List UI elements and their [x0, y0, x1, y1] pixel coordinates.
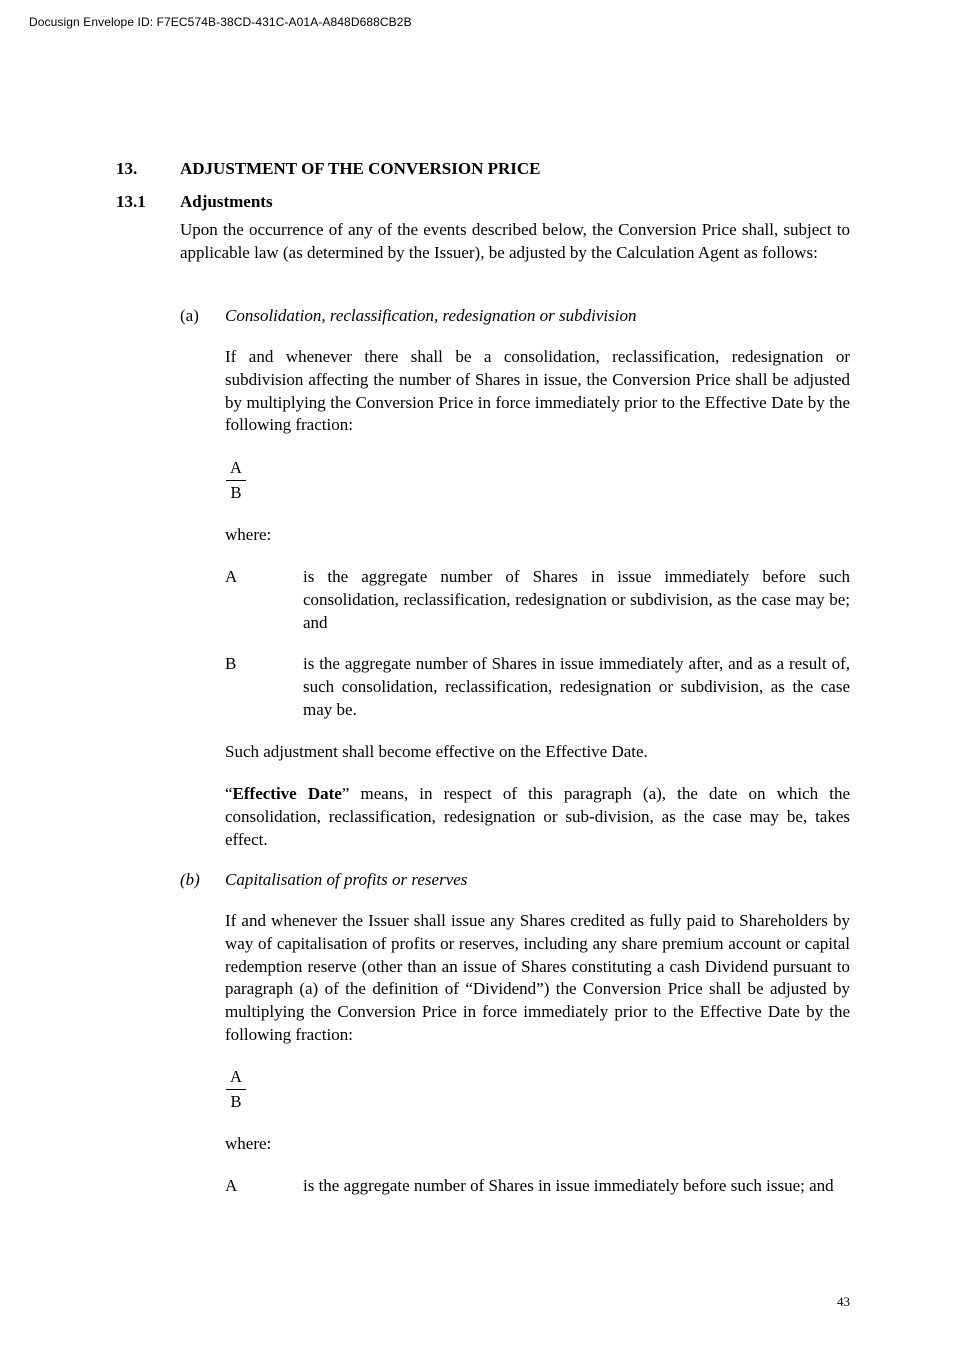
definition-term: A [225, 1176, 238, 1195]
para-b-body: If and whenever the Issuer shall issue any Shares credited as fully paid to Shareholders by way of capitalisation of profits or reserves, including any share premium account or capital redemption reserve (other than an issue of Shares constituting a cash Dividend pursuant to paragraph (a) of the definition of “Dividend”) the Conversion Price shall be adjusted by multiplying the Conversion Price in force immediately prior to the Effective Date by the following fraction: [225, 911, 850, 1044]
para-b-heading: Capitalisation of profits or reserves [225, 870, 468, 889]
definition-text: is the aggregate number of Shares in issue immediately after, and as a result of, such consolidation, reclassification, redesignation or subdivision, as the case may be. [303, 654, 850, 719]
para-a-body: If and whenever there shall be a consolidation, reclassification, redesignation or subdivision affecting the number of Shares in issue, the Conversion Price shall be adjusted by multiplying the Conversion Price in force immediately prior to the Effective Date by the following fraction: [225, 347, 850, 435]
definition-term: B [225, 654, 237, 673]
para-a-effective-sentence: Such adjustment shall become effective on the Effective Date. [225, 742, 648, 761]
effective-date-term: Effective Date [232, 784, 342, 803]
para-b-label: (b) [180, 870, 200, 889]
section-number: 13. [116, 159, 138, 178]
para-a-heading: Consolidation, reclassification, redesignation or subdivision [225, 306, 637, 325]
open-quote: “ [225, 784, 233, 803]
section-title: ADJUSTMENT OF THE CONVERSION PRICE [180, 159, 541, 178]
para-b-where: where: [225, 1134, 272, 1153]
para-a-label: (a) [180, 306, 199, 325]
page-number: 43 [837, 1294, 850, 1309]
fraction-numerator: A [226, 1067, 246, 1090]
para-a-fraction [226, 458, 246, 503]
definition-term: A [225, 567, 238, 586]
fraction-numerator: A [226, 458, 246, 481]
fraction-denominator: B [230, 1092, 242, 1111]
subsection-title: Adjustments [180, 192, 273, 211]
definition-text: is the aggregate number of Shares in issue immediately before such issue; and [303, 1176, 834, 1195]
definition-text: is the aggregate number of Shares in issue immediately before such consolidation, reclassification, redesignation or subdivision, as the case may be; and [303, 567, 850, 632]
subsection-number: 13.1 [116, 192, 146, 211]
effective-date-definition [225, 783, 850, 851]
envelope-id: Docusign Envelope ID: F7EC574B-38CD-431C-A01A-A848D688CB2B [29, 15, 412, 29]
effective-date-text: ” means, in respect of this paragraph (a), the date on which the consolidation, reclassification, redesignation or sub-division, as the case may be, takes effect. [225, 784, 850, 849]
para-a-where: where: [225, 525, 272, 544]
intro-paragraph: Upon the occurrence of any of the events described below, the Conversion Price shall, subject to applicable law (as determined by the Issuer), be adjusted by the Calculation Agent as follows: [180, 220, 850, 262]
fraction-denominator: B [230, 483, 242, 502]
para-b-fraction [226, 1067, 246, 1112]
